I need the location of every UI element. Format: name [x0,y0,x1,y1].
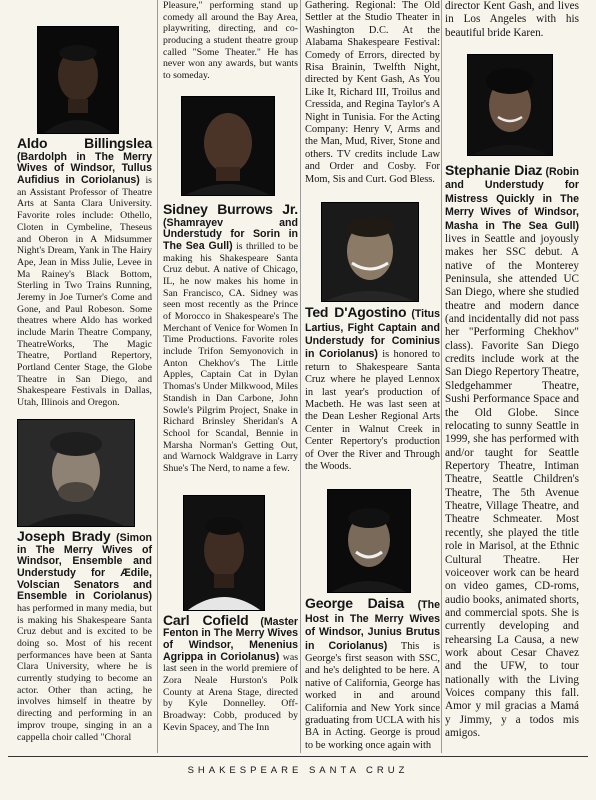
bio-text: is thrilled to be making his Shakespeare Santa Cruz debut. A native of Chicago, IL, he now makes his home in San Francisco, CA. Sidney was seen most recently as the Prince of Morocco in Shakespeare's The Merchant of Venice for Women In Time Productions. Favorite roles include Trifon Semyonovich in Anton Chekhov's The Little Apples, Captain Cat in Dylan Thomas's Under Milkwood, Miles Standish in Dan Carbone, John Sowle's Pilgrim Project, Snake in Richard Brinsley Sheridan's A School for Scandal, Bennie in Marsha Norman's Getting Out, and Warnock Waldgrave in Larry Shue's The Nerd, to name a few. [163,240,299,474]
actor-roles: (Shamrayev and Understudy for Sorin in The Sea Gull) [163,216,298,252]
bio-text: This is George's first season with SSC, and he's delighted to be here. A native of California, George has worked in and around California and New York since graduating from UCLA with his BA in Acting. George is proud to be working once again with [305,640,440,751]
bio-sidney-burrows [163,200,299,475]
bio-text: is honored to return to Shakespeare Santa Cruz where he played Lennox in last year's production of Macbeth. He was last seen at the Dean Lesher Regional Arts Center in Walnut Creek in Center Repertory's production of Over the River and Through the Woods. [305,349,440,472]
headshot-ted-dagostino [321,202,419,302]
bio-text: has performed in many media, but is making his Shakespeare Santa Cruz debut and is excited to be doing so. Most of his recent performances have been at Santa Clara University, where he is currently studying to become an actor. Other than acting, he involves himself in theatre by directing and performing in an improv troupe, singing in an a cappella choir called "Choral [17,602,152,743]
actor-roles: (Titus Lartius, Fight Captain and Understudy for Cominius in Coriolanus) [305,308,440,361]
footer-rule [8,756,588,757]
bio-text: is an Assistant Professor of Theatre Arts at Santa Clara University. Favorite roles include: Othello, Cloten in Cymbeline, Theseus and Oberon in A Midsummer Night's Dream, Yank in The Hairy Ape, Jean in Miss Julie, Levee in Ma Rainey's Black Bottom, Sterling in Two Trains Running, Jeremy in Joe Turner's Come and Gone, and Paul Robeson. Some theatres where Aldo has worked include Marin Theatre Company, TheatreWorks, The Magic Theatre, Portland Repertory, Portland Center Stage, the Globe Theatre in San Diego, and Shakespeare Festivals in Dallas, Utah, Illinois and Oregon. [17,175,152,409]
actor-name: Sidney Burrows Jr. [163,200,298,217]
actor-name: George Daisa [305,595,404,612]
bio-george-daisa [305,597,440,752]
column-2 [163,0,298,734]
column-1 [17,0,152,743]
bio-text: was last seen in the world premiere of Zora Neale Hurston's Polk County at Arena Stage, directed by Kyle Donnelley. Off-Broadway: Cobb, produced by Kevin Spacey, and The Inn [163,651,299,733]
actor-name: Joseph Brady [17,527,111,544]
actor-roles: (Bardolph in The Merry Wives of Windsor, Tullus Aufidius in Coriolanus) [17,150,152,187]
page-footer: SHAKESPEARE SANTA CRUZ [187,765,409,776]
actor-roles: (Master Fenton in The Merry Wives of Windsor, Menenius Agrippa in Coriolanus) [163,615,298,663]
headshot-george-daisa [327,489,411,593]
bio-continued-joseph-brady: Pleasure," performing stand up comedy all around the Bay Area, playwriting, directing, and co-producing a student theatre group called "Some Theater." He has never won any awards, but wants to someday. [163,0,298,82]
headshot-aldo-billingslea [37,26,119,134]
column-divider [441,0,442,753]
bio-aldo-billingslea [17,135,152,409]
column-divider [157,0,158,753]
actor-roles: (Robin and Understudy for Mistress Quickly in The Merry Wives of Windsor, Masha in The Sea Gull) [445,166,579,232]
actor-roles: (Simon in The Merry Wives of Windsor, Ensemble and Understudy for Ædile, Volscian Senators and Ensemble in Coriolanus) [17,531,153,603]
column-4 [445,0,579,741]
column-divider [300,0,301,753]
headshot-stephanie-diaz [467,54,553,156]
bio-continued-carl-cofield: Gathering. Regional: The Old Settler at the Studio Theater in Washington D.C. At the Alabama Shakespeare Festival: Comedy of Errors, directed by Risa Brainin, Twelfth Night, directed by Kent Gash, As You Like It, Richard III, Troilus and Cressida, and Regina Taylor's A Night in Tunisia. For the Acting Company: Henry V, Arms and the Man, Mud, River, Stone and others. TV credits include Law and Order and Cosby. For Mom, Sis and Curt. God Bless. [305,0,440,185]
actor-roles: (The Host in The Merry Wives of Windsor, Junius Brutus in Coriolanus) [305,599,440,652]
bio-continued-george-daisa: director Kent Gash, and lives in Los Angeles with his beautiful bride Karen. [445,0,579,39]
bio-ted-dagostino [305,306,440,473]
bio-joseph-brady [17,527,153,743]
bio-carl-cofield [163,611,299,734]
actor-name: Stephanie Diaz [445,162,543,179]
bio-stephanie-diaz [445,164,579,740]
headshot-sidney-burrows [181,96,275,196]
actor-name: Aldo Billingslea [17,135,152,151]
headshot-joseph-brady [17,419,135,527]
actor-name: Ted D'Agostino [305,304,407,321]
column-3 [305,0,440,752]
actor-name: Carl Cofield [163,611,249,628]
headshot-carl-cofield [183,495,265,611]
bio-text: lives in Seattle and joyously makes her SSC debut. A native of the Monterey Peninsula, she attended UC San Diego, where she studied theatre and modern dance (and incidentally did not pass her "Performing Chekhov" class). Favorite San Diego credits include work at the San Diego Repertory Theatre, Sledgehammer Theatre, Sushi Performance Space and the Old Globe. Since relocating to sunny Seattle in 1999, she has performed with and/or taught for Seattle Repertory Theatre, Intiman Theatre, Seattle Children's Theatre, The 5th Avenue Theatre, Village Theatre, and Theatre Schmeater. Most recently, she played the title role in Marisol, at the Ethnic Cultural Theatre. Her voiceover work can be heard on video games, CD-roms, audio books, animated shorts, and commercial spots. She is currently developing and rehearsing La Causa, a new work about Cesar Chavez and the UFW, to tour nationally with the Living Voices company this fall. Amor y mil gracias a Mamá y Jimmy, y a todos mis amigos. [445,232,579,740]
